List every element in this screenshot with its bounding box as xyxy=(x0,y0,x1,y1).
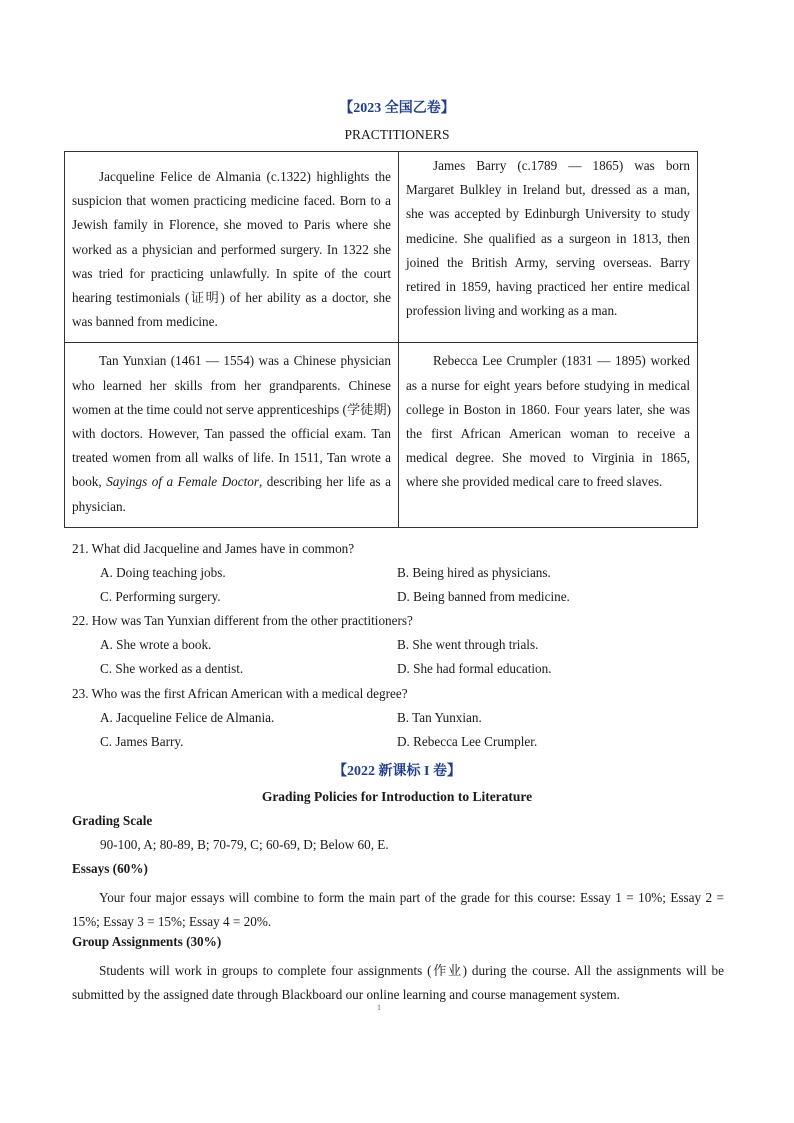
question-23: 23. Who was the first African American with a medical degree? xyxy=(72,686,408,701)
option-22-d: D. She had formal education. xyxy=(397,661,552,676)
option-23-d: D. Rebecca Lee Crumpler. xyxy=(397,734,538,749)
option-22-b: B. She went through trials. xyxy=(397,637,539,652)
essays-heading: Essays (60%) xyxy=(72,861,148,876)
option-23-b: B. Tan Yunxian. xyxy=(397,710,482,725)
question-21: 21. What did Jacqueline and James have in common? xyxy=(72,541,355,556)
passage-title-grading: Grading Policies for Introduction to Literature xyxy=(261,789,533,804)
option-21-a: A. Doing teaching jobs. xyxy=(100,565,226,580)
james-text: James Barry (c.1789 — 1865) was born Margaret Bulkley in Ireland but, dressed as a man, she was accepted by Edinburgh University to study medicine. She qualified as a surgeon in 1813, then joined the British Army, serving overseas. Barry retired in 1859, having practiced her entire medical profession living and working as a man. xyxy=(406,158,690,319)
rebecca-text: Rebecca Lee Crumpler (1831 — 1895) worked as a nurse for eight years before studying in medical college in Boston in 1860. Four years later, she was the first African American woman to receive a medical degree. She moved to Virginia in 1865, where she provided medical care to freed slaves. xyxy=(406,353,690,490)
practitioners-table xyxy=(64,151,698,528)
option-23-a: A. Jacqueline Felice de Almania. xyxy=(100,710,275,725)
essays-text: Your four major essays will combine to form the main part of the grade for this course: Essay 1 = 10%; Essay 2 = 15%; Essay 3 = 15%; Essay 4 = 20%. xyxy=(72,890,724,930)
tan-text: Tan Yunxian (1461 — 1554) was a Chinese physician who learned her skills from her grandparents. Chinese women at the time could not serve apprenticeships (学徒期) with doctors. However, Tan passed the official exam. Tan treated women from all walks of life. In 1511, Tan wrote a book, Sayings of a Female Doctor, describing her life as a physician. xyxy=(72,353,392,514)
option-23-c: C. James Barry. xyxy=(100,734,184,749)
option-22-a: A. She wrote a book. xyxy=(100,637,212,652)
section-heading-2022: 【2022 新课标 I 卷】 xyxy=(333,764,461,779)
cell-jacqueline xyxy=(65,152,399,343)
cell-tan xyxy=(65,343,399,527)
section-heading-2023: 【2023 全国乙卷】 xyxy=(339,101,455,116)
option-22-c: C. She worked as a dentist. xyxy=(100,661,244,676)
cell-james xyxy=(399,152,698,343)
option-21-b: B. Being hired as physicians. xyxy=(397,565,551,580)
cell-rebecca xyxy=(399,343,698,527)
option-21-d: D. Being banned from medicine. xyxy=(397,589,570,604)
book-title: Sayings of a Female Doctor xyxy=(106,474,259,490)
jacqueline-text: Jacqueline Felice de Almania (c.1322) highlights the suspicion that women practicing medicine faced. Born to a Jewish family in Florence, she moved to Paris where she worked as a physician and performed surgery. In 1322 she was tried for practicing unlawfully. In spite of the court hearing testimonials (证明) of her ability as a doctor, she was banned from medicine. xyxy=(72,169,391,330)
option-21-c: C. Performing surgery. xyxy=(100,589,221,604)
group-assignments-text: Students will work in groups to complete four assignments (作业) during the course. All the assignments will be submitted by the assigned date through Blackboard our online learning and course management system. xyxy=(72,963,724,1003)
passage-title: PRACTITIONERS xyxy=(344,127,450,142)
group-assignments-heading: Group Assignments (30%) xyxy=(72,934,222,949)
question-22: 22. How was Tan Yunxian different from the other practitioners? xyxy=(72,613,413,628)
page-mark: 1 xyxy=(377,1003,381,1012)
grading-scale-text: 90-100, A; 80-89, B; 70-79, C; 60-69, D; Below 60, E. xyxy=(100,837,389,852)
grading-scale-heading: Grading Scale xyxy=(72,813,153,828)
